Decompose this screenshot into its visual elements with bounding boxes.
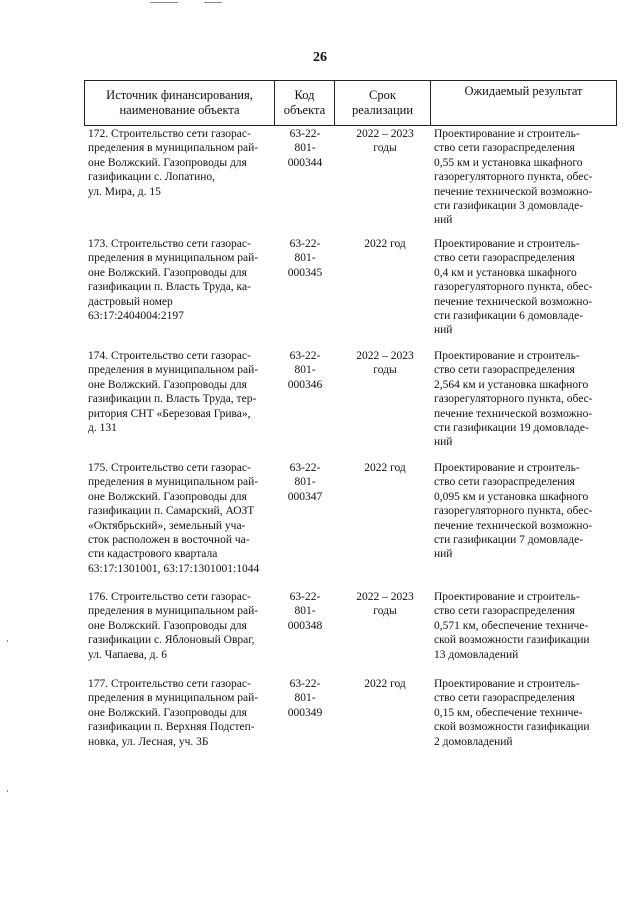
cell-line: 13 домовладений <box>434 648 519 661</box>
cell-line: сти газификации 3 домовладе- <box>434 200 584 213</box>
cell-line: печение технической возможно- <box>434 519 593 532</box>
cell-line: годы <box>373 605 397 618</box>
cell-line: газификации с. Лопатино, <box>88 171 216 184</box>
cell-line: 63:17:1301001, 63:17:1301001:1044 <box>88 562 260 575</box>
table-header <box>84 80 617 126</box>
cell-line: 000347 <box>287 490 323 503</box>
cell-line: Проектирование и строитель- <box>434 678 580 690</box>
scan-artifact-top <box>204 2 222 3</box>
cell-line: пределения в муниципальном рай- <box>88 364 259 377</box>
result-cell <box>434 677 614 749</box>
cell-line: пределения в муниципальном рай- <box>88 692 259 705</box>
cell-line: 0,4 км и установка шкафного <box>434 266 577 279</box>
cell-line: 63-22- <box>289 350 321 362</box>
cell-line: оне Волжский. Газопроводы для <box>88 266 247 279</box>
cell-line: ство сети газораспределения <box>434 142 575 155</box>
term-cell <box>340 237 430 251</box>
cell-line: 0,15 км, обеспечение техниче- <box>434 706 583 719</box>
cell-line: Проектирование и строитель- <box>434 128 580 140</box>
source-cell <box>88 127 270 199</box>
cell-line: Проектирование и строитель- <box>434 350 580 362</box>
result-cell <box>434 349 614 450</box>
cell-line: д. 131 <box>88 422 117 435</box>
header-result: Ожидаемый результат <box>431 81 617 126</box>
cell-line: ний <box>434 214 453 227</box>
cell-line: годы <box>373 364 397 377</box>
cell-line: 801- <box>294 692 316 705</box>
cell-line: ний <box>434 324 453 337</box>
cell-line: 801- <box>294 252 316 265</box>
cell-line: оне Волжский. Газопроводы для <box>88 619 247 632</box>
cell-line: 63-22- <box>289 678 321 690</box>
cell-line: 175. Строительство сети газорас- <box>88 462 251 474</box>
cell-line: печение технической возможно- <box>434 407 593 420</box>
cell-line: 63-22- <box>289 128 321 140</box>
cell-line: 000346 <box>287 378 323 391</box>
cell-line: 000349 <box>287 706 323 719</box>
cell-line: Проектирование и строитель- <box>434 238 580 250</box>
cell-line: 000345 <box>287 266 323 279</box>
cell-line: Проектирование и строитель- <box>434 462 580 474</box>
result-cell <box>434 590 614 662</box>
cell-line: 000348 <box>287 619 323 632</box>
cell-line: ство сети газораспределения <box>434 605 575 618</box>
cell-line: газификации п. Верхняя Подстеп- <box>88 721 255 734</box>
source-cell <box>88 461 270 576</box>
cell-line: газификации п. Самарский, АОЗТ <box>88 505 255 518</box>
code-cell <box>278 677 332 720</box>
cell-line: 63-22- <box>289 238 321 250</box>
cell-line: 2022 год <box>364 462 406 474</box>
cell-line: сти газификации 6 домовладе- <box>434 310 584 323</box>
cell-line: ул. Чапаева, д. 6 <box>88 648 168 661</box>
cell-line: газификации с. Яблоновый Овраг, <box>88 634 255 647</box>
cell-line: новка, ул. Лесная, уч. 3Б <box>88 735 209 748</box>
scan-artifact-top <box>150 2 178 3</box>
cell-line: дастровый номер <box>88 295 173 308</box>
cell-line: 2,564 км и установка шкафного <box>434 378 589 391</box>
cell-line: 801- <box>294 476 316 489</box>
result-cell <box>434 237 614 338</box>
header-code: Код объекта <box>275 81 335 126</box>
cell-line: ний <box>434 436 453 449</box>
source-cell <box>88 237 270 323</box>
source-cell <box>88 349 270 435</box>
cell-line: 801- <box>294 364 316 377</box>
header-term: Срок реализации <box>335 81 431 126</box>
cell-line: ской возможности газификации <box>434 721 590 734</box>
cell-line: ство сети газораспределения <box>434 364 575 377</box>
cell-line: «Октябрьский», земельный уча- <box>88 519 246 532</box>
cell-line: годы <box>373 142 397 155</box>
code-cell <box>278 461 332 504</box>
cell-line: 2022 год <box>364 238 406 250</box>
cell-line: 63:17:2404004:2197 <box>88 310 184 323</box>
scan-artifact-left <box>7 790 8 792</box>
cell-line: 2 домовладений <box>434 735 513 748</box>
cell-line: пределения в муниципальном рай- <box>88 476 259 489</box>
cell-line: печение технической возможно- <box>434 295 593 308</box>
cell-line: сток расположен в восточной ча- <box>88 534 250 547</box>
header-source: Источник финансирования, наименование объекта <box>85 81 275 126</box>
code-cell <box>278 237 332 280</box>
cell-line: 174. Строительство сети газорас- <box>88 350 251 362</box>
cell-line: ритория СНТ «Березовая Грива», <box>88 407 251 420</box>
cell-line: сти газификации 7 домовладе- <box>434 534 584 547</box>
term-cell <box>340 127 430 156</box>
cell-line: газификации п. Власть Труда, тер- <box>88 393 257 406</box>
cell-line: 2022 – 2023 <box>356 591 414 603</box>
term-cell <box>340 590 430 619</box>
cell-line: оне Волжский. Газопроводы для <box>88 378 247 391</box>
cell-line: 2022 год <box>364 678 406 690</box>
cell-line: газорегуляторного пункта, обес- <box>434 281 593 294</box>
cell-line: 63-22- <box>289 462 321 474</box>
cell-line: оне Волжский. Газопроводы для <box>88 490 247 503</box>
cell-line: печение технической возможно- <box>434 185 593 198</box>
cell-line: ство сети газораспределения <box>434 692 575 705</box>
cell-line: ской возможности газификации <box>434 634 590 647</box>
cell-line: газорегуляторного пункта, обес- <box>434 393 593 406</box>
cell-line: газификации п. Власть Труда, ка- <box>88 281 251 294</box>
cell-line: ул. Мира, д. 15 <box>88 185 161 198</box>
cell-line: 0,571 км, обеспечение техниче- <box>434 619 589 632</box>
cell-line: 176. Строительство сети газорас- <box>88 591 251 603</box>
cell-line: 172. Строительство сети газорас- <box>88 128 251 140</box>
cell-line: 2022 – 2023 <box>356 128 414 140</box>
cell-line: оне Волжский. Газопроводы для <box>88 706 247 719</box>
source-cell <box>88 590 270 662</box>
code-cell <box>278 349 332 392</box>
code-cell <box>278 590 332 633</box>
cell-line: 801- <box>294 142 316 155</box>
page-number: 26 <box>313 50 327 65</box>
cell-line: пределения в муниципальном рай- <box>88 142 259 155</box>
term-cell <box>340 349 430 378</box>
cell-line: ний <box>434 548 453 561</box>
cell-line: сти газификации 19 домовладе- <box>434 422 589 435</box>
cell-line: сти кадастрового квартала <box>88 548 218 561</box>
cell-line: 0,55 км и установка шкафного <box>434 156 583 169</box>
cell-line: ство сети газораспределения <box>434 476 575 489</box>
cell-line: газорегуляторного пункта, обес- <box>434 171 593 184</box>
result-cell <box>434 461 614 562</box>
result-cell <box>434 127 614 228</box>
cell-line: 000344 <box>287 156 323 169</box>
source-cell <box>88 677 270 749</box>
term-cell <box>340 677 430 691</box>
term-cell <box>340 461 430 475</box>
cell-line: пределения в муниципальном рай- <box>88 252 259 265</box>
code-cell <box>278 127 332 170</box>
cell-line: 173. Строительство сети газорас- <box>88 238 251 250</box>
cell-line: Проектирование и строитель- <box>434 591 580 603</box>
cell-line: 801- <box>294 605 316 618</box>
cell-line: 0,095 км и установка шкафного <box>434 490 589 503</box>
cell-line: 63-22- <box>289 591 321 603</box>
cell-line: оне Волжский. Газопроводы для <box>88 156 247 169</box>
cell-line: ство сети газораспределения <box>434 252 575 265</box>
cell-line: пределения в муниципальном рай- <box>88 605 259 618</box>
cell-line: 2022 – 2023 <box>356 350 414 362</box>
cell-line: 177. Строительство сети газорас- <box>88 678 251 690</box>
scan-artifact-left <box>7 640 8 642</box>
cell-line: газорегуляторного пункта, обес- <box>434 505 593 518</box>
